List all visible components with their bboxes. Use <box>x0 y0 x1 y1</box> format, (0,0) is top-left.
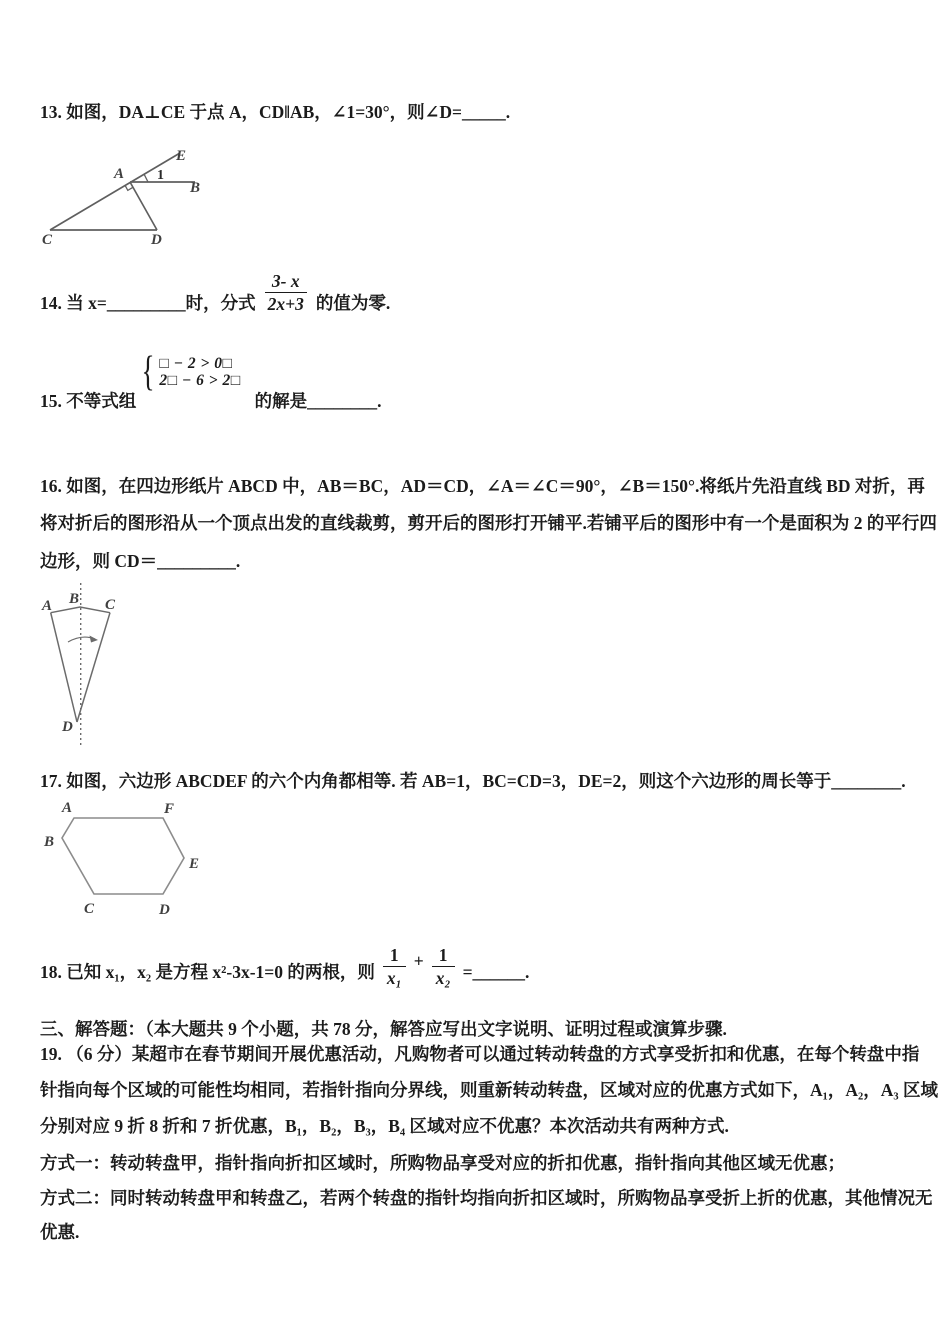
q18-fraction-2 <box>429 944 458 990</box>
q16-fold-arrowhead <box>90 636 99 643</box>
question-18 <box>40 935 529 990</box>
question-13-text: 13. 如图，DA⊥CE 于点 A，CD‖AB，∠1=30°，则∠D=_____. <box>40 102 511 122</box>
q16-edge-CD <box>77 613 110 722</box>
q13-line-AD <box>130 182 157 230</box>
q18-fraction1-denominator: x₁ <box>386 968 402 988</box>
q13-line-CE <box>50 153 180 230</box>
question-19-line1: 19. （6 分）某超市在春节期间开展优惠活动，凡购物者可以通过转动转盘的方式享受折扣和优惠，在每个转盘中指 <box>40 1044 920 1064</box>
q16-label-B: B <box>69 591 80 607</box>
q16-label-A: A <box>42 598 53 614</box>
q17-label-E: E <box>189 856 200 872</box>
figure-q13-triangle <box>30 136 242 254</box>
q18-suffix: =______. <box>462 962 530 982</box>
q17-label-A: A <box>62 800 73 816</box>
q15-prefix: 15. 不等式组 <box>40 391 137 411</box>
q13-label-A: A <box>114 166 125 182</box>
q15-inequality-2: 2□ − 6 > 2□ <box>159 372 241 389</box>
q18-fraction1-numerator: 1 <box>383 944 406 967</box>
q14-fraction-denominator: 2x+3 <box>267 294 304 314</box>
question-19-method2-line2: 优惠. <box>40 1222 80 1242</box>
q13-label-E: E <box>176 148 187 164</box>
q17-hexagon-outline <box>62 818 184 894</box>
q17-label-C: C <box>84 901 95 917</box>
q14-answer-blank: _________ <box>106 293 186 313</box>
q14-fraction-numerator: 3- x <box>265 270 307 293</box>
q14-suffix: 的值为零. <box>315 293 391 313</box>
question-14 <box>40 266 390 316</box>
q18-plus-sign: + <box>413 951 424 971</box>
question-19-method2-line1: 方式二：同时转动转盘甲和转盘乙，若两个转盘的指针均指向折扣区域时，所购物品享受折上折的优惠，其他情况无 <box>40 1188 933 1208</box>
question-16-line2: 将对折后的图形沿从一个顶点出发的直线裁剪，剪开后的图形打开铺平.若铺平后的图形中有一个是面积为 2 的平行四 <box>40 513 937 533</box>
q17-label-F: F <box>164 801 175 817</box>
q17-label-D: D <box>159 902 170 918</box>
question-17-text: 17. 如图，六边形 ABCDEF 的六个内角都相等. 若 AB=1，BC=CD=3，DE=2，则这个六边形的周长等于________. <box>40 771 906 791</box>
q16-label-C: C <box>105 597 116 613</box>
q13-label-D: D <box>151 232 162 248</box>
q18-prefix: 18. 已知 x₁，x₂ 是方程 x²-3x-1=0 的两根，则 <box>40 962 375 982</box>
q13-label-angle1: 1 <box>157 168 164 183</box>
figure-q17-hexagon <box>30 797 215 922</box>
q18-fraction-1 <box>380 944 409 990</box>
figure-q16-kite <box>25 581 140 749</box>
q13-figure-lines <box>50 153 195 230</box>
question-19-line2: 针指向每个区域的可能性均相同，若指针指向分界线，则重新转动转盘，区域对应的优惠方式如下，A₁，A₂，A₃ 区域 <box>40 1080 939 1100</box>
question-19-method1: 方式一：转动转盘甲，指针指向折扣区域时，所购物品享受对应的折扣优惠，指针指向其他区域无优惠； <box>40 1153 845 1173</box>
q14-prefix: 14. 当 x= <box>40 293 107 313</box>
q16-edge-AD <box>51 613 77 722</box>
q13-figure-labels <box>42 148 200 248</box>
question-16-line1: 16. 如图，在四边形纸片 ABCD 中，AB＝BC，AD＝CD，∠A＝∠C＝90°，∠B＝150°.将纸片先沿直线 BD 对折，再 <box>40 476 925 496</box>
q13-label-C: C <box>42 232 53 248</box>
q15-suffix: 的解是________. <box>254 391 382 411</box>
q15-brace: { <box>141 349 155 395</box>
q15-system-rows <box>159 355 240 389</box>
question-16-line3: 边形，则 CD＝_________. <box>40 551 241 571</box>
q15-inequality-1: □ − 2 > 0□ <box>159 355 233 372</box>
q18-fraction2-numerator: 1 <box>432 944 455 967</box>
question-15 <box>40 349 382 412</box>
q16-label-D: D <box>62 719 73 735</box>
q13-angle1-tick <box>144 174 148 182</box>
q18-fraction2-denominator: x₂ <box>435 968 451 988</box>
question-19-line3: 分别对应 9 折 8 折和 7 折优惠，B₁，B₂，B₃，B₄ 区域对应不优惠？本次活动共有两种方式. <box>40 1116 729 1136</box>
q14-fraction <box>261 270 311 316</box>
q13-label-B: B <box>190 180 201 196</box>
q16-figure-lines <box>51 583 110 745</box>
q14-mid: 时，分式 <box>185 293 256 313</box>
section-3-header: 三、解答题：（本大题共 9 个小题，共 78 分，解答应写出文字说明、证明过程或演算步骤. <box>40 1019 727 1039</box>
q17-label-B: B <box>44 834 55 850</box>
q15-inequality-system <box>138 349 241 395</box>
